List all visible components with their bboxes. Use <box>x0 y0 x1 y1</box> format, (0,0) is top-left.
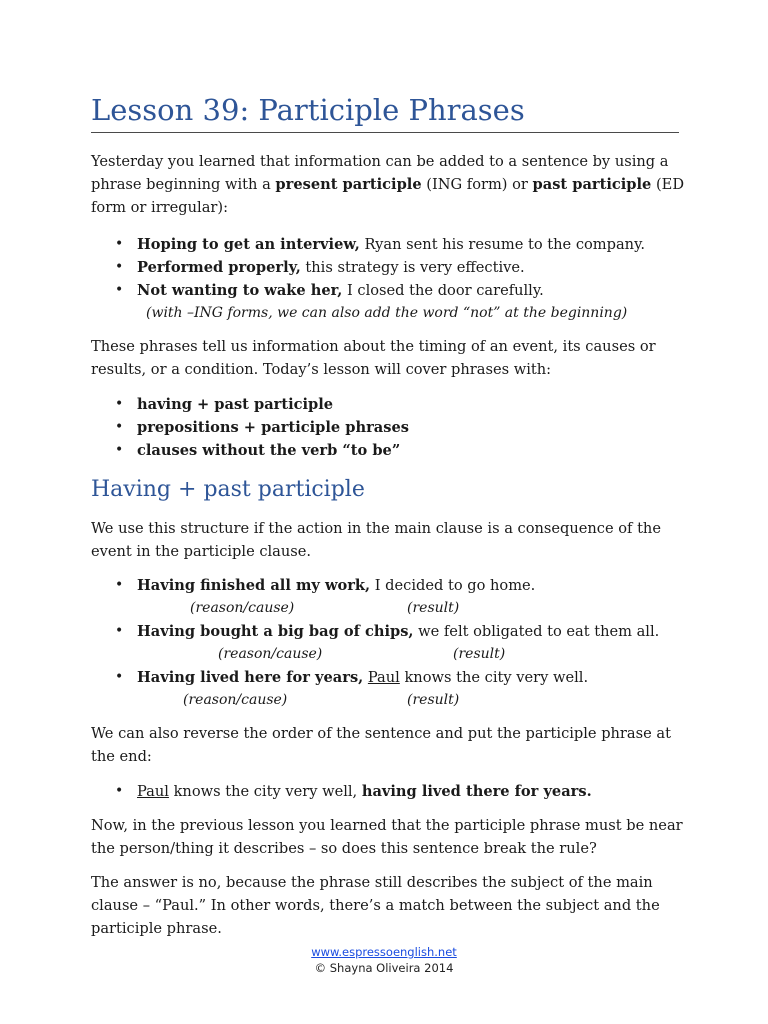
intro-text-3: (ED form or irregular): <box>91 176 685 216</box>
title-divider <box>91 132 679 133</box>
example-text: Ryan sent his resume to the company. <box>359 236 646 253</box>
examples-list <box>91 233 691 325</box>
intro-bold-2: past participle <box>532 176 652 193</box>
intro-text-2: (ING form) or <box>421 176 533 193</box>
reverse-example-list <box>91 780 691 803</box>
document-content <box>91 88 691 940</box>
example-bold: Having lived here for years, <box>137 669 364 686</box>
list-item <box>91 666 691 712</box>
reason-label: (reason/cause) <box>183 692 288 708</box>
reverse-paragraph: We can also reverse the order of the sentence and put the participle phrase at the end: <box>91 725 671 765</box>
having-examples-list <box>91 574 691 712</box>
example-bold: Hoping to get an interview, <box>137 236 360 253</box>
list-item <box>91 574 691 620</box>
list-item <box>91 233 691 256</box>
timing-paragraph: These phrases tell us information about the timing of an event, its causes or results, or a condition. Today’s lesson will cover phrases with: <box>91 338 656 378</box>
topic-label: clauses without the verb “to be” <box>137 442 401 459</box>
reason-label: (reason/cause) <box>190 600 295 616</box>
intro-paragraph <box>91 150 691 219</box>
example-text: I closed the door carefully. <box>342 282 544 299</box>
list-item <box>91 780 691 803</box>
example-text: this strategy is very effective. <box>300 259 525 276</box>
structure-paragraph: We use this structure if the action in the main clause is a consequence of the event in the participle clause. <box>91 520 661 560</box>
topic-label: prepositions + participle phrases <box>137 419 409 436</box>
page-footer <box>0 944 768 976</box>
intro-bold-1: present participle <box>275 176 422 193</box>
example-text: knows the city very well. <box>399 669 589 686</box>
result-label: (result) <box>407 600 460 616</box>
example-text: we felt obligated to eat them all. <box>413 623 660 640</box>
list-item <box>91 393 691 416</box>
topic-label: having + past participle <box>137 396 334 413</box>
cause-result-labels <box>137 689 691 712</box>
reason-label: (reason/cause) <box>218 646 323 662</box>
topics-list <box>91 393 691 462</box>
list-item <box>91 256 691 279</box>
rule-question-paragraph: Now, in the previous lesson you learned that the participle phrase must be near the person/thing it describes – so does this sentence break the rule? <box>91 817 683 857</box>
example-bold: Having finished all my work, <box>137 577 371 594</box>
list-item <box>91 620 691 666</box>
intro-text-1: Yesterday you learned that information can be added to a sentence by using a phrase beginning with a <box>91 153 669 193</box>
website-link[interactable]: www.espressoenglish.net <box>311 945 457 959</box>
section-heading: Having + past participle <box>91 477 365 502</box>
result-label: (result) <box>407 692 460 708</box>
answer-paragraph: The answer is no, because the phrase still describes the subject of the main clause – “Paul.” In other words, there’s a match between the subject and the participle phrase. <box>91 874 660 937</box>
list-item <box>91 416 691 439</box>
result-label: (result) <box>453 646 506 662</box>
example-text: I decided to go home. <box>370 577 536 594</box>
underlined-subject: Paul <box>367 669 400 686</box>
page-title: Lesson 39: Participle Phrases <box>91 93 525 127</box>
cause-result-labels <box>137 643 691 666</box>
example-bold: Having bought a big bag of chips, <box>137 623 414 640</box>
example-text: knows the city very well, <box>168 783 362 800</box>
example-bold: Performed properly, <box>137 259 301 276</box>
list-item <box>91 439 691 462</box>
example-bold: Not wanting to wake her, <box>137 282 343 299</box>
copyright-text: © Shayna Oliveira 2014 <box>314 961 454 975</box>
cause-result-labels <box>137 597 691 620</box>
examples-note: (with –ING forms, we can also add the word “not” at the beginning) <box>146 305 628 321</box>
example-bold: having lived there for years. <box>361 783 592 800</box>
underlined-subject: Paul <box>137 783 169 800</box>
list-item <box>91 279 691 325</box>
